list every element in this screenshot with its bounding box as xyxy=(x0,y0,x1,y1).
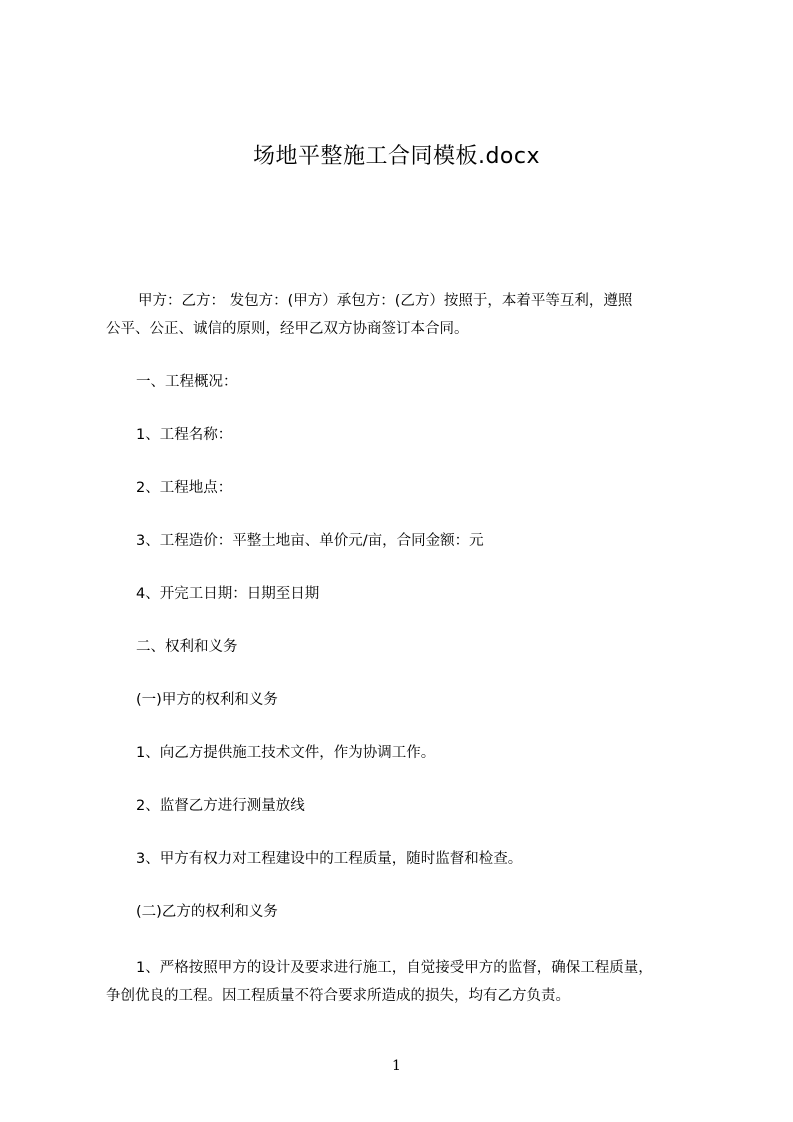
list-item-project-dates: 4、开完工日期：日期至日期 xyxy=(136,586,320,602)
intro-paragraph-line-2: 公平、公正、诚信的原则，经甲乙双方协商签订本合同。 xyxy=(106,321,469,337)
list-item-party-a-3: 3、甲方有权力对工程建设中的工程质量，随时监督和检查。 xyxy=(136,851,523,867)
section-heading-rights-obligations: 二、权利和义务 xyxy=(136,639,238,655)
subsection-heading-party-b: (二)乙方的权利和义务 xyxy=(136,904,278,920)
section-heading-project-overview: 一、工程概况： xyxy=(136,374,238,390)
list-item-party-b-1-line-1: 1、严格按照甲方的设计及要求进行施工，自觉接受甲方的监督，确保工程质量， xyxy=(136,960,653,976)
list-item-project-cost: 3、工程造价：平整土地亩、单价元/亩，合同金额：元 xyxy=(136,533,484,549)
list-item-project-name: 1、工程名称： xyxy=(136,427,233,443)
list-item-project-location: 2、工程地点： xyxy=(136,480,233,496)
subsection-heading-party-a: (一)甲方的权利和义务 xyxy=(136,692,278,708)
list-item-party-b-1-line-2: 争创优良的工程。因工程质量不符合要求所造成的损失，均有乙方负责。 xyxy=(106,988,570,1004)
page-number: 1 xyxy=(392,1058,401,1074)
list-item-party-a-2: 2、监督乙方进行测量放线 xyxy=(136,798,305,814)
list-item-party-a-1: 1、向乙方提供施工技术文件，作为协调工作。 xyxy=(136,745,436,761)
intro-paragraph-line-1: 甲方：乙方： 发包方：(甲方）承包方：(乙方）按照于，本着平等互利，遵照 xyxy=(138,293,633,309)
document-title: 场地平整施工合同模板.docx xyxy=(252,144,541,169)
